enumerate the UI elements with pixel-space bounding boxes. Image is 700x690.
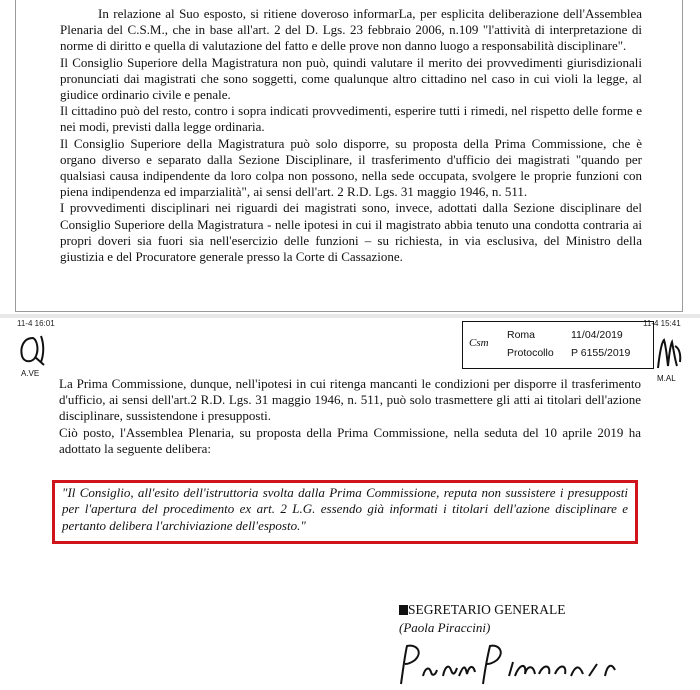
paragraph-1: In relazione al Suo esposto, si ritiene doveroso informarLa, per esplicita deliberazione dell'Assemblea Plenaria del C.S.M., che in base all'art. 2 del D. Lgs. 23 febbraio 2006, n.109 "l'attività di interpretazione di norme di diritto e quella di valutazione del fatto e delle prove non danno luogo a responsabilità disciplinare". [60,6,642,54]
paragraph-4: Il Consiglio Superiore della Magistratura può solo disporre, su proposta della Prima Commissione, che è organo diverso e separato dalla Sezione Disciplinare, il trasferimento d'ufficio dei magistrati "quando per qualsiasi causa indipendente da loro colpa non possono, nella sede occupata, svolgere le proprie funzioni con piena indipendenza ed imparzialità", ai sensi dell'art. 2 R.D. Lgs. 31 maggio 1946, n. 511. [60,135,642,200]
signer-title: SEGRETARIO GENERALE [399,602,566,618]
highlighted-deliberation-quote [52,480,638,544]
paragraph-3: Il cittadino può del resto, contro i sopra indicati provvedimenti, esperire tutti i rimedi, nel rispetto delle forme e nei modi, previsti dalla legge ordinaria. [60,103,642,135]
paragraph-2: Il Consiglio Superiore della Magistratura non può, quindi valutare il merito dei provvedimenti giurisdizionali pronunciati dai magistrati che sono soggetti, come qualunque altro cittadino nel caso in cui violi la legge, al giudice ordinario civile e penale. [60,54,642,103]
stamp-city-label: Roma [507,329,536,341]
handwritten-signature [393,640,643,688]
initials-left: A.VE [21,369,40,378]
csm-mark: Csm [469,337,489,349]
stamp-date: 11/04/2019 [571,329,623,341]
signer-name: (Paola Piraccini) [399,620,491,635]
page-2-body [59,376,641,457]
redaction-mark [399,605,408,615]
paragraph-6: La Prima Commissione, dunque, nell'ipotesi in cui ritenga mancanti le condizioni per disporre il trasferimento d'ufficio, ai sensi dell'art.2 R.D. Lgs. 31 maggio 1946, n. 511, può solo trasmettere gli atti ai titolari dell'azione disciplinare, sussistendone i presupposti. [59,376,641,424]
letter-page-2 [15,318,683,690]
stamp-protocol-number: P 6155/2019 [571,347,631,359]
stamp-protocol-label: Protocollo [507,347,554,359]
paragraph-5: I provvedimenti disciplinari nei riguardi dei magistrati sono, invece, adottati dalla Sezione disciplinare del Consiglio Superiore della Magistratura - nelle ipotesi in cui il magistrato abbia tenuto una condotta contraria ai propri doveri sia fuori sia nell'esercizio delle funzioni – su richiesta, in via esclusiva, del Ministro della giustizia e del Procuratore generale presso la Corte di Cassazione. [60,200,642,265]
initials-scribble-right-icon [655,332,683,372]
paragraph-7: Ciò posto, l'Assemblea Plenaria, su proposta della Prima Commissione, nella seduta del 10 aprile 2019 ha adottato la seguente delibera: [59,424,641,456]
deliberation-text: "Il Consiglio, all'esito dell'istruttoria svolta dalla Prima Commissione, reputa non sussistere i presupposti per l'apertura del procedimento ex art. 2 L.G. essendo già informati i titolari dell'azione disciplinare e pertanto delibera l'archiviazione dell'esposto." [62,485,628,533]
letter-page-1 [15,0,683,312]
fax-header-right: 11-4 15:41 [643,319,681,328]
initials-right: M.AL [657,374,676,383]
initials-scribble-left-icon [17,332,51,370]
fax-header-left: 11-4 16:01 [17,319,55,328]
protocol-stamp [462,321,654,369]
page-1-body [60,6,642,265]
